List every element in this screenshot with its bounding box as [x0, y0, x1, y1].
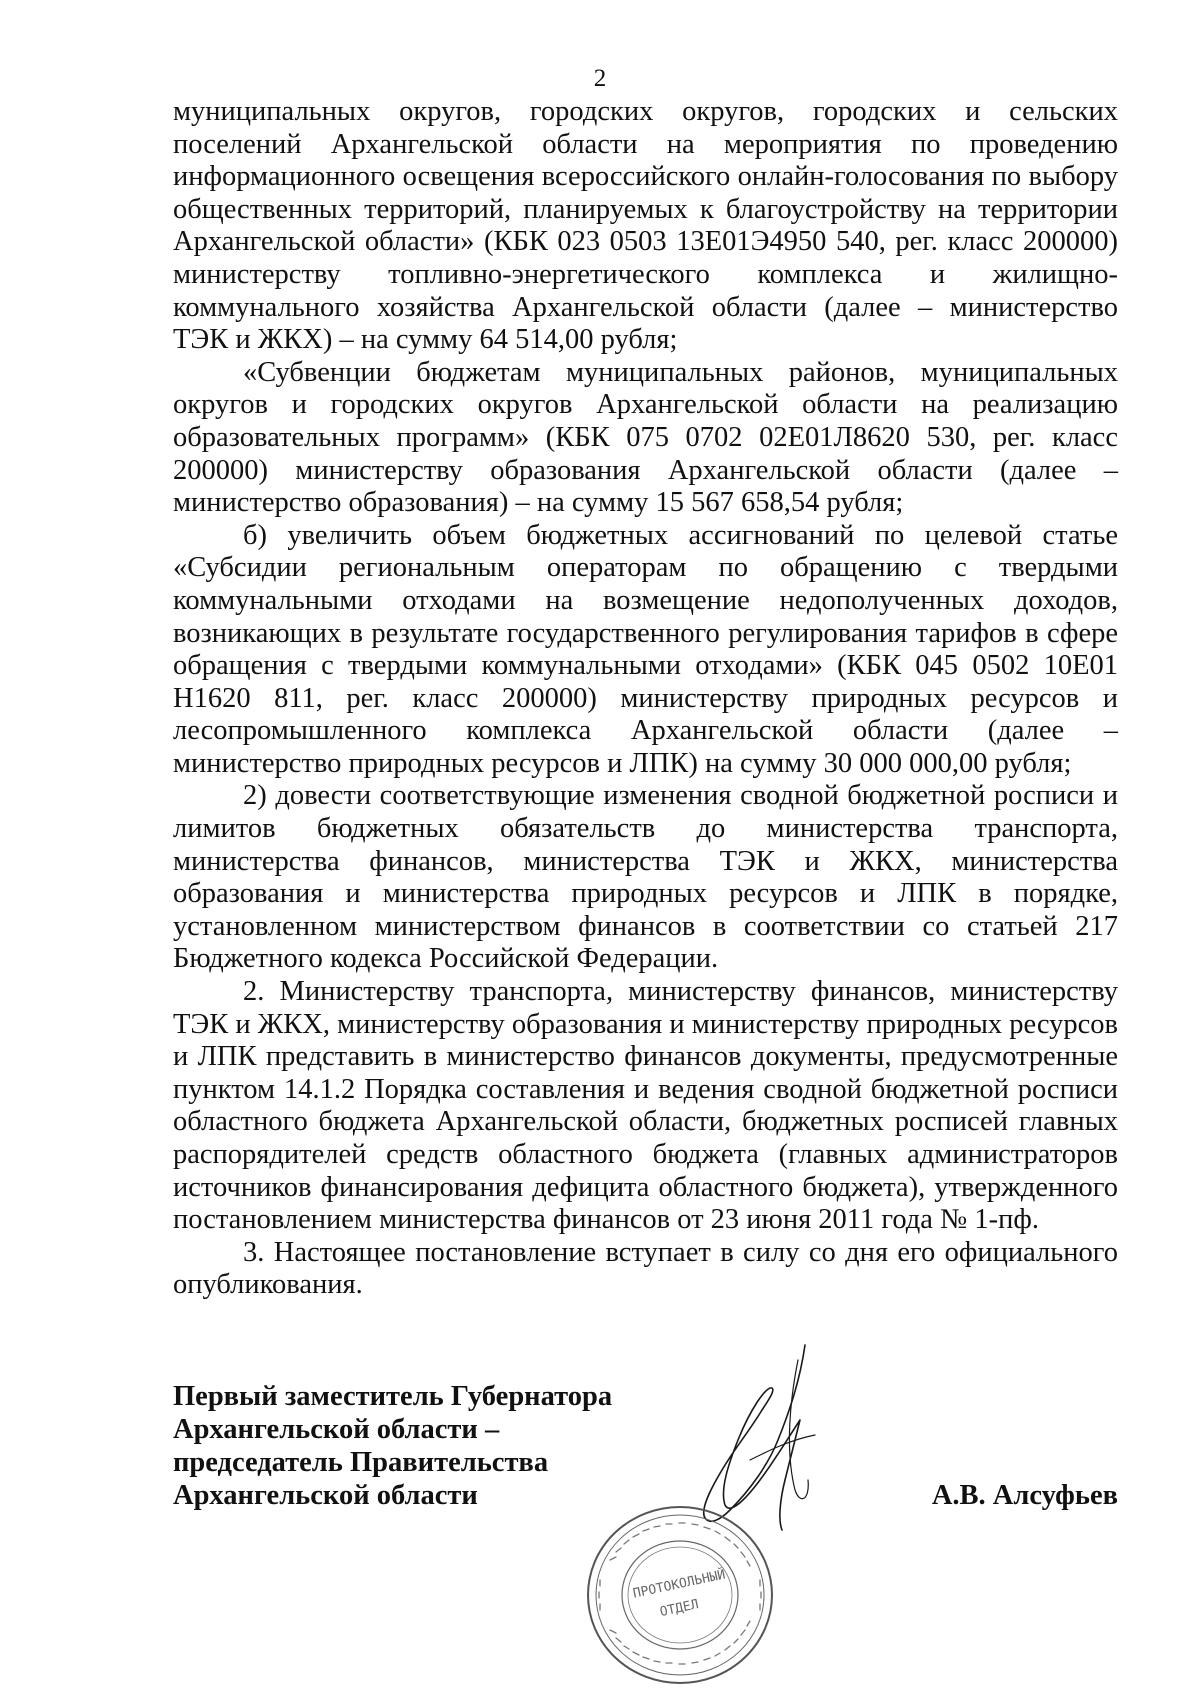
stamp-text-line: ПРОТОКОЛЬНЫЙ [631, 1567, 727, 1602]
official-stamp [580, 1500, 780, 1690]
signatory-name: А.В. Алсуфьев [931, 1480, 1118, 1511]
signatory-position-line: Архангельской области [173, 1480, 478, 1511]
paragraph: 2. Министерству транспорта, министерству финансов, министерству ТЭК и ЖКХ, министерству образования и министерству природных ресурсов и ЛПК представить в министерство финансов документы, предусмотренные пунктом 14.1.2 Порядка составления и ведения сводной бюджетной росписи областного бюджета Архангельской области, бюджетных росписей главных распорядителей средств областного бюджета (главных администраторов источников финансирования дефицита областного бюджета), утвержденного постановлением министерства финансов от 23 июня 2011 года № 1-пф. [173, 976, 1118, 1236]
signatory-position [173, 1380, 633, 1512]
signatory-position-line: председатель Правительства [173, 1447, 549, 1478]
paragraph: 2) довести соответствующие изменения сводной бюджетной росписи и лимитов бюджетных обязательств до министерства транспорта, министерства финансов, министерства ТЭК и ЖКХ, министерства образования и министерства природных ресурсов и ЛПК в порядке, установленном министерством финансов в соответствии со статьей 217 Бюджетного кодекса Российской Федерации. [173, 780, 1118, 975]
page-number: 2 [593, 65, 607, 92]
paragraph: муниципальных округов, городских округов, городских и сельских поселений Архангельской области на мероприятия по проведению информационного освещения всероссийского онлайн-голосования по выбору общественных территорий, планируемых к благоустройству на территории Архангельской области» (КБК 023 0503 13Е01Э4950 540, рег. класс 200000) министерству топливно-энергетического комплекса и жилищно-коммунального хозяйства Архангельской области (далее – министерство ТЭК и ЖКХ) – на сумму 64 514,00 рубля; [173, 96, 1118, 356]
document-body [173, 96, 1118, 1302]
paragraph: «Субвенции бюджетам муниципальных районов, муниципальных округов и городских округов Архангельской области на реализацию образовательных программ» (КБК 075 0702 02Е01Л8620 530, рег. класс 200000) министерству образования Архангельской области (далее – министерство образования) – на сумму 15 567 658,54 рубля; [173, 356, 1118, 519]
paragraph: 3. Настоящее постановление вступает в силу со дня его официального опубликования. [173, 1236, 1118, 1301]
stamp-text-line: ОТДЕЛ [658, 1597, 700, 1620]
paragraph: б) увеличить объем бюджетных ассигнований по целевой статье «Субсидии региональным операторам по обращению с твердыми коммунальными отходами на возмещение недополученных доходов, возникающих в результате государственного регулирования тарифов в сфере обращения с твердыми коммунальными отходами» (КБК 045 0502 10Е01 Н1620 811, рег. класс 200000) министерству природных ресурсов и лесопромышленного комплекса Архангельской области (далее – министерство природных ресурсов и ЛПК) на сумму 30 000 000,00 рубля; [173, 519, 1118, 779]
signatory-position-line: Первый заместитель Губернатора [173, 1381, 613, 1412]
signatory-position-line: Архангельской области – [173, 1414, 500, 1445]
